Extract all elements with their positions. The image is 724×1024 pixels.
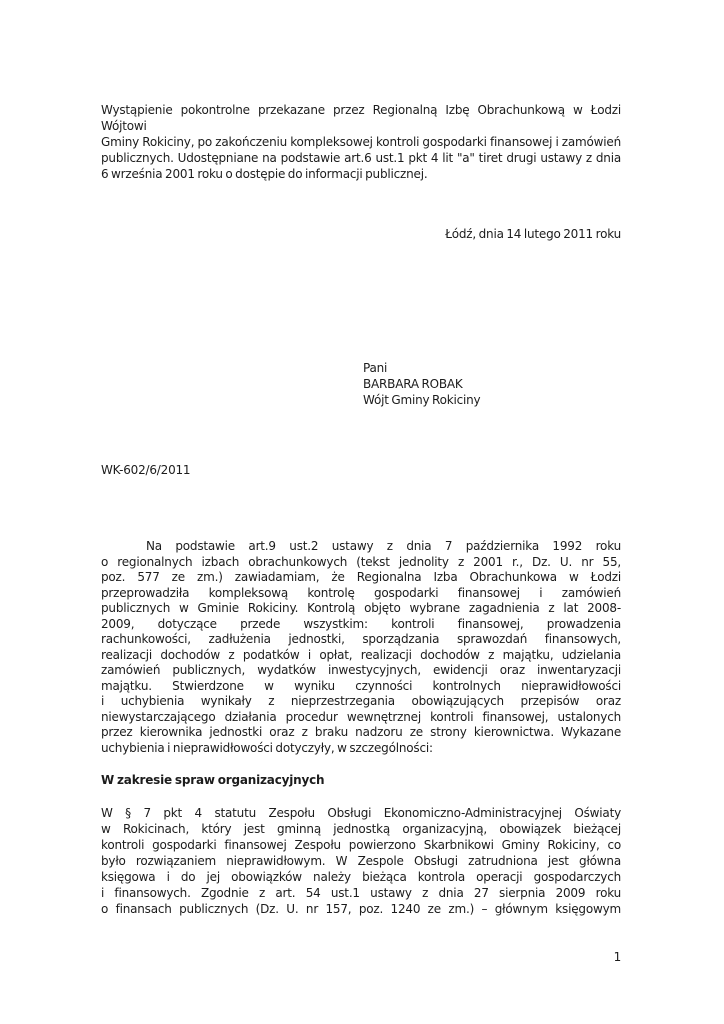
section-heading: W zakresie spraw organizacyjnych <box>101 773 325 787</box>
text-line: niewystarczającego działania procedur wewnętrznej kontroli finansowej, ustalonych <box>101 709 621 724</box>
text-line: przeprowadziła kompleksową kontrolę gospodarki finansowej i zamówień <box>101 585 621 600</box>
text-line: rachunkowości, zadłużenia jednostki, sporządzania sprawozdań finansowych, <box>101 632 621 646</box>
page-number: 1 <box>613 950 621 964</box>
text-line: przez kierownika jednostki oraz z braku nadzoru ze strony kierownictwa. Wykazane <box>101 725 621 739</box>
text-line: kontroli gospodarki finansowej Zespołu powierzono Skarbnikowi Gminy Rokiciny, co <box>101 838 621 852</box>
text-line: poz. 577 ze zm.) zawiadamiam, że Regionalna Izba Obrachunkowa w Łodzi <box>101 570 621 584</box>
text-line: i uchybienia wynikały z nieprzestrzegania obowiązujących przepisów oraz <box>101 694 621 708</box>
text-line: Wystąpienie pokontrolne przekazane przez Regionalną Izbę Obrachunkową w Łodzi Wójtowi <box>101 103 621 133</box>
addressee-block <box>363 360 621 408</box>
text-line: 2009, dotyczące przede wszystkim: kontroli finansowej, prowadzenia <box>101 616 621 631</box>
text-line: o finansach publicznych (Dz. U. nr 157, poz. 1240 ze zm.) – głównym księgowym <box>101 902 621 916</box>
text-line: majątku. Stwierdzone w wyniku czynności kontrolnych nieprawidłowości <box>101 678 621 693</box>
addressee-title: Wójt Gminy Rokiciny <box>363 393 481 408</box>
text-line: Gminy Rokiciny, po zakończeniu kompleksowej kontroli gospodarki finansowej i zamówień <box>101 134 621 149</box>
text-line: publicznych w Gminie Rokiciny. Kontrolą objęto wybrane zagadnienia z lat 2008- <box>101 601 621 615</box>
text-line: 6 września 2001 roku o dostępie do informacji publicznej. <box>101 166 428 181</box>
text-line: księgowa i do jej obowiązków należy bieżąca kontrola operacji gospodarczych <box>101 870 621 884</box>
text-line: i finansowych. Zgodnie z art. 54 ust.1 ustawy z dnia 27 sierpnia 2009 roku <box>101 886 621 900</box>
reference-number: WK-602/6/2011 <box>101 463 191 477</box>
text-line: realizacji dochodów z podatków i opłat, realizacji dochodów z majątku, udzielania <box>101 647 621 662</box>
date-line: Łódź, dnia 14 lutego 2011 roku <box>445 227 621 241</box>
text-line: W § 7 pkt 4 statutu Zespołu Obsługi Ekonomiczno-Administracyjnej Oświaty <box>101 806 621 820</box>
addressee-name: BARBARA ROBAK <box>363 377 463 392</box>
text-line: zamówień publicznych, wydatków inwestycyjnych, ewidencji oraz inwentaryzacji <box>101 663 621 677</box>
intro-paragraph <box>101 103 621 183</box>
text-line: w Rokicinach, który jest gminną jednostką organizacyjną, obowiązek bieżącej <box>101 822 621 836</box>
section-paragraph <box>101 805 621 917</box>
addressee-salutation: Pani <box>363 361 388 375</box>
text-line: było rozwiązaniem nieprawidłowym. W Zespole Obsługi zatrudniona jest główna <box>101 854 621 868</box>
main-paragraph <box>101 539 621 756</box>
text-line: Na podstawie art.9 ust.2 ustawy z dnia 7 października 1992 roku <box>146 539 621 553</box>
text-line: publicznych. Udostępniane na podstawie art.6 ust.1 pkt 4 lit "a" tiret drugi ustawy z dnia <box>101 150 621 165</box>
text-line: uchybienia i nieprawidłowości dotyczyły, w szczególności: <box>101 740 433 755</box>
text-line: o regionalnych izbach obrachunkowych (tekst jednolity z 2001 r., Dz. U. nr 55, <box>101 554 621 569</box>
